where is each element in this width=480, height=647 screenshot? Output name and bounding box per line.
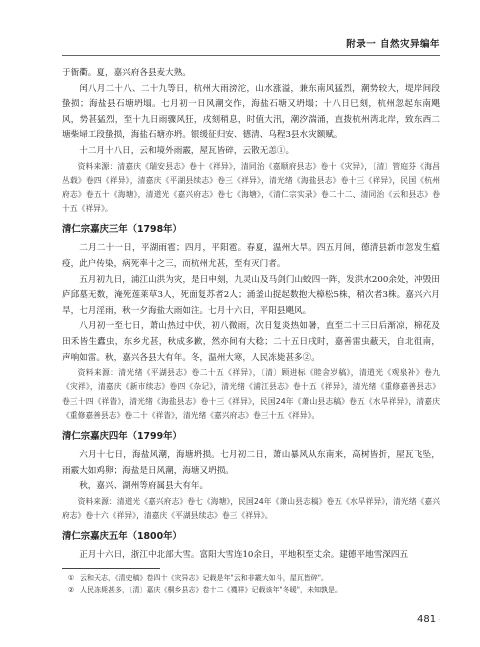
footnote — [62, 572, 440, 584]
body-paragraph: 正月十六日，浙江中北部大雪。富阳大雪连10余日，平地积至丈余。建德平地雪深四五 — [79, 550, 409, 561]
footnote-text: 云和天志，《清史稿》卷四十《灾异志》记载是年"云和非霰大如斗，屋瓦皆碎"。 — [80, 574, 328, 582]
page-number-value: 481 — [416, 614, 437, 625]
footnote-rule — [62, 568, 160, 569]
source-note: 资料来源：清嘉庆《瑞安县志》卷十《祥异》，清同治《嘉顺府县志》卷十《灾异》，〔清〕管庭芬《海昌丛载》卷四《祥异》，清嘉庆《平湖县续志》卷三《祥异》，清光绪《海盐县志》卷十三《祥异》，民国《杭州府志》卷五十《海塘》，清道光《嘉兴府志》卷七《海塘》，《清仁宗实录》卷二十二、清同治《云和县志》卷十五《祥异》。 — [62, 161, 440, 214]
body-paragraph: 秋，嘉兴、湖州等府属县大有年。 — [79, 481, 209, 492]
footnotes — [62, 572, 440, 596]
footnote-text: 人民冻毙甚多，〔清〕嘉庆《桐乡县志》卷十二《禨祥》记载该年"冬暖"，未知孰是。 — [80, 586, 342, 594]
footnote — [62, 584, 440, 596]
page-body — [62, 66, 440, 564]
body-paragraph: 五月初九日，浦江山洪为灾，是日申刻，九灵山及马剑门山蛟四一阵，发洪水200余处，冲毁田庐邱墓无数，淹死莲莱草3人，死面复苏者2人；涌釜山捉起数抱大樟松5株，稍次者3株。嘉兴六月旱，七月淫雨，秋一夕海盐大雨如注。七月十六日，平阳县飓风。 — [62, 274, 440, 316]
footnote-mark: ① — [67, 574, 75, 582]
body-paragraph: 二月二十一日，平湖雨雹；四月，平阳雹。春夏，温州大旱。四五月间，德清县新市忽发生瘟疫，此户传染，病死率十之三，而杭州尤甚，至有灭门者。 — [62, 243, 440, 269]
header-rule — [62, 55, 440, 56]
section-heading: 清仁宗嘉庆五年（1800年） — [62, 531, 182, 543]
section-heading: 清仁宗嘉庆三年（1798年） — [62, 224, 182, 236]
body-paragraph: 六月十七日，海盐风潮，海塘坍损。七月初二日，萧山暴风从东南来，高树皆折，屋瓦飞坠，雨霰大如鸡卵；海盐是日风潮，海塘又坍损。 — [62, 449, 440, 476]
body-paragraph: 十二月十八日，云和境外雨霰，屋瓦皆碎，云散无恙①。 — [79, 145, 295, 156]
body-paragraph: 闰八月二十八、二十九等日，杭州大雨滂沱，山水涨溢，兼东南风猛烈，潮势较大，堤岸间段蛰损；海盐县石塘坍塌。七月初一日风潮交作，海盐石塘又坍塌；十八日巳刻，杭州忽起东南飓风，势甚猛烈，至十九日雨骤风狂，戌刻稍息，时值大汛，潮汐湍涌，直拨杭州湾北岸，致东西二塘柴埽工段蛰损，海盐石塘亦坍。银缓征归安、德清、乌程3县水灾额赋。 — [62, 83, 440, 141]
footnote-mark: ② — [67, 586, 75, 594]
body-paragraph: 于衙衢。夏，嘉兴府各县麦大熟。 — [62, 68, 191, 78]
page-number-suffix: · — [438, 617, 440, 624]
source-note: 资料来源：清道光《嘉兴府志》卷七《海塘》，民国24年《萧山县志稿》卷五《水旱祥异》，清光绪《嘉兴府志》卷十六《祥异》，清嘉庆《平湖县续志》卷三《祥异》。 — [62, 496, 440, 520]
page-number — [417, 614, 440, 625]
section-heading: 清仁宗嘉庆四年（1799年） — [62, 430, 182, 442]
body-paragraph: 八月初一至七日，萧山热过中伏，初八微雨，次日复炎热如暑，直至二十三日后渐凉，棉花及田禾皆生蠹虫，东乡尤甚，秋成多歉，然亦间有大稔；二十五日戌时，嘉善雷虫蔽天，自北徂南，声响如雷。秋，嘉兴各县大有年。冬，温州大寒，人民冻毙甚多②。 — [62, 321, 440, 363]
running-header: 附录一 自然灾异编年 — [346, 39, 440, 50]
source-note: 资料来源：清光绪《平湖县志》卷二十五《祥异》，〔清〕顾进标《睦舍岁稿》，清道光《观泉补》卷九《灾祥》，清嘉庆《新市续志》卷四《杂记》，清光绪《浦江县志》卷十五《祥异》，清光绪《重修嘉善县志》卷三十四《祥眚》，清光绪《海盐县志》卷十三《祥异》，民国24年《萧山县志稿》卷五《水旱祥异》，清嘉庆《重修嘉善县志》卷二十《祥眚》，清光绪《嘉兴府志》卷三十五《祥异》。 — [62, 368, 440, 420]
